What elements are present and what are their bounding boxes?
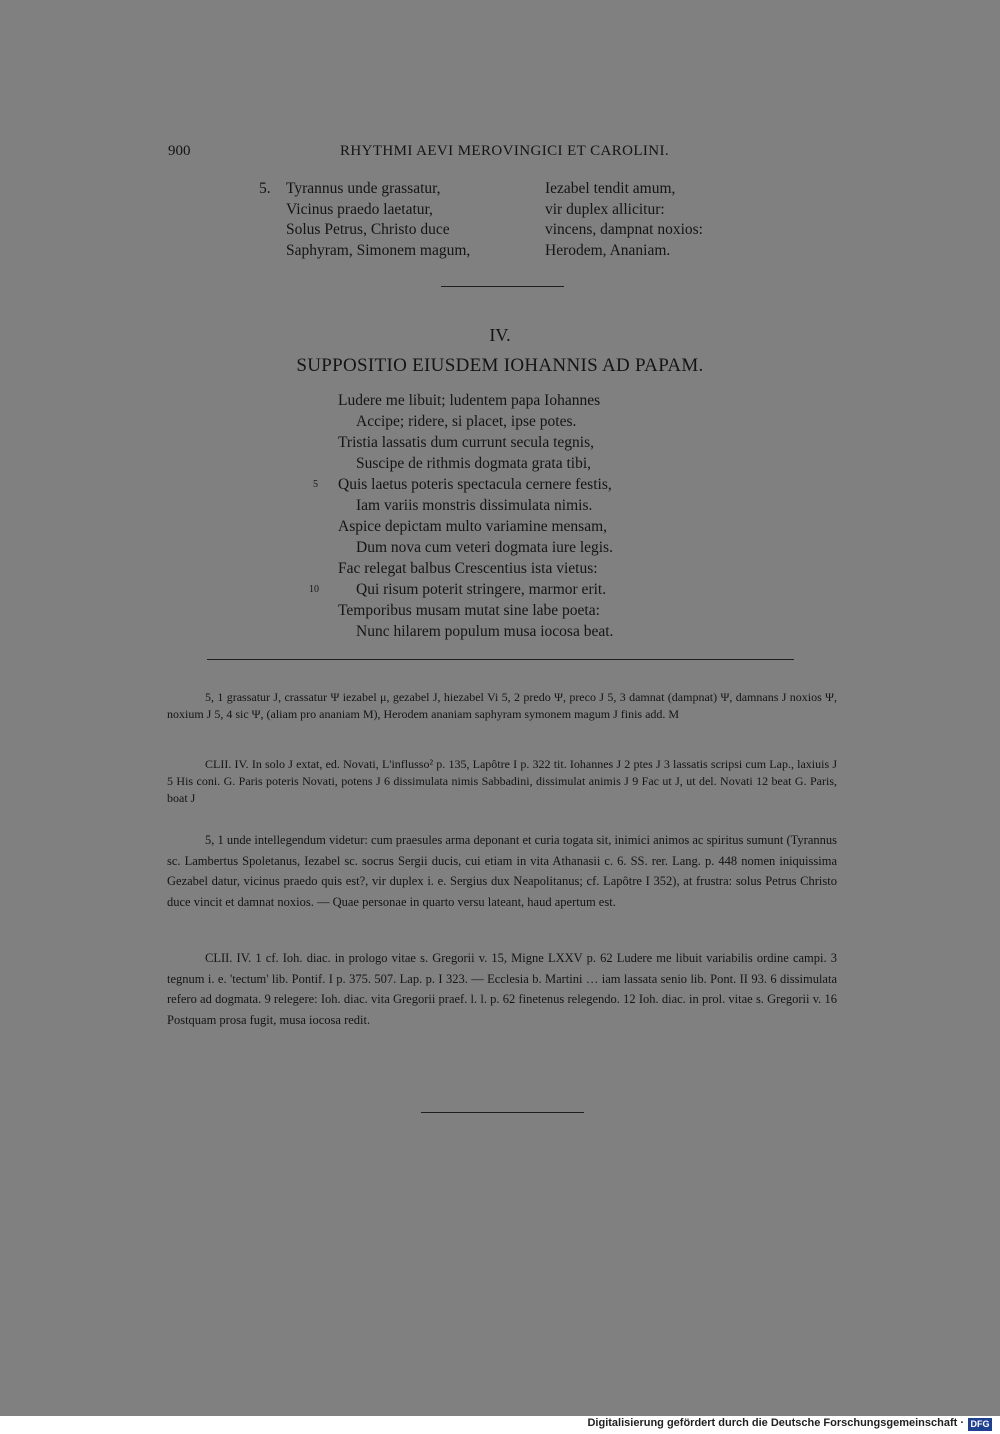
page-number: 900 bbox=[168, 143, 191, 159]
line-number: 10 bbox=[309, 584, 319, 595]
poem bbox=[338, 390, 613, 642]
section-number: IV. bbox=[489, 325, 511, 345]
poem-line: Suscipe de rithmis dogmata grata tibi, bbox=[356, 455, 592, 472]
end-divider bbox=[421, 1112, 584, 1113]
poem-line: Accipe; ridere, si placet, ipse potes. bbox=[356, 413, 577, 430]
stanza-number: 5. bbox=[259, 180, 271, 197]
stanza-line: Herodem, Ananiam. bbox=[545, 241, 671, 259]
poem-line: Quis laetus poteris spectacula cernere festis, bbox=[338, 476, 612, 493]
section-divider bbox=[441, 286, 564, 287]
footer-bar bbox=[0, 1416, 1000, 1434]
poem-line: Qui risum poterit stringere, marmor erit. bbox=[356, 581, 607, 598]
running-title: RHYTHMI AEVI MEROVINGICI ET CAROLINI. bbox=[340, 143, 670, 159]
apparatus-note: CLII. IV. In solo J extat, ed. Novati, L'influsso² p. 135, Lapôtre I p. 322 tit. Iohannes J 2 ptes J 3 lassatis scripsi cum Lap., laxiuis J 5 His coni. G. Paris poteris Novati, potens J 6 dissimulata nimis Sabbadini, dissimulat animis J 9 Fac ut J, ut del. Novati 12 beat G. Paris, boat J bbox=[167, 757, 837, 806]
poem-line: Temporibus musam mutat sine labe poeta: bbox=[338, 602, 600, 619]
stanza-line: Solus Petrus, Christo duce bbox=[286, 221, 450, 238]
notes-divider bbox=[207, 659, 794, 660]
poem-line: Nunc hilarem populum musa iocosa beat. bbox=[356, 623, 614, 640]
poem-line: Fac relegat balbus Crescentius ista vietus: bbox=[338, 560, 598, 577]
stanza-line: Vicinus praedo laetatur, bbox=[286, 200, 433, 218]
apparatus-note: 5, 1 grassatur J, crassatur Ψ iezabel μ, gezabel J, hiezabel Vi 5, 2 predo Ψ, preco J 5, 3 damnat (dampnat) Ψ, damnans J noxios Ψ, noxium J 5, 4 sic Ψ, (aliam pro ananiam M), Herodem ananiam saphyram symonem magum J finis add. M bbox=[167, 690, 837, 722]
poem-line: Aspice depictam multo variamine mensam, bbox=[338, 518, 608, 535]
stanza-line: Saphyram, Simonem magum, bbox=[286, 241, 471, 259]
stanza-line: vincens, dampnat noxios: bbox=[545, 221, 703, 238]
poem-line: Ludere me libuit; ludentem papa Iohannes bbox=[338, 392, 601, 409]
section-title: SUPPOSITIO EIUSDEM IOHANNIS AD PAPAM. bbox=[296, 355, 704, 376]
line-number: 5 bbox=[313, 479, 318, 490]
poem-line: Tristia lassatis dum currunt secula tegnis, bbox=[338, 434, 595, 451]
commentary-note: CLII. IV. 1 cf. Ioh. diac. in prologo vitae s. Gregorii v. 15, Migne LXXV p. 62 Ludere me libuit variabilis ordine campi. 3 tegnum i. e. 'tectum' lib. Pontif. I p. 375. 507. Lap. p. I 323. — Ecclesia b. Martini … iam lassata senio lib. Pont. II 93. 6 dissimulata refero ad dogmata. 9 relegere: Ioh. diac. vita Gregorii praef. l. l. p. 62 finetenus relegendo. 12 Ioh. diac. in prol. vitae s. Gregorii v. 16 Postquam prosa fugit, musa iocosa redit. bbox=[167, 951, 837, 1027]
stanza-left-column bbox=[286, 179, 470, 261]
stanza-right-column bbox=[545, 179, 703, 261]
commentary-note: 5, 1 unde intellegendum videtur: cum praesules arma deponant et curia togata sit, inimici animos ac spiritus sumunt (Tyrannus sc. Lambertus Spoletanus, Iezabel sc. socrus Sergii ducis, cui etiam in vita Athanasii c. 6. SS. rer. Lang. p. 448 nomen iniquissima Gezabel datur, vicinus praedo quis est?, vir duplex i. e. Sergius dux Neapolitanus; cf. Lapôtre I 352), at frustra: solus Petrus Christo duce vincit et damnat noxios. — Quae personae in quarto versu lateant, haud apertum est. bbox=[167, 833, 837, 909]
poem-line: Iam variis monstris dissimulata nimis. bbox=[356, 497, 593, 514]
stanza-line: Tyrannus unde grassatur, bbox=[286, 180, 441, 197]
stanza-line: vir duplex allicitur: bbox=[545, 200, 665, 218]
funding-notice: Digitalisierung gefördert durch die Deutsche Forschungsgemeinschaft · bbox=[587, 1417, 964, 1429]
poem-line: Dum nova cum veteri dogmata iure legis. bbox=[356, 539, 613, 556]
stanza-line: Iezabel tendit amum, bbox=[545, 180, 676, 197]
dfg-logo-icon: DFG bbox=[968, 1418, 992, 1431]
